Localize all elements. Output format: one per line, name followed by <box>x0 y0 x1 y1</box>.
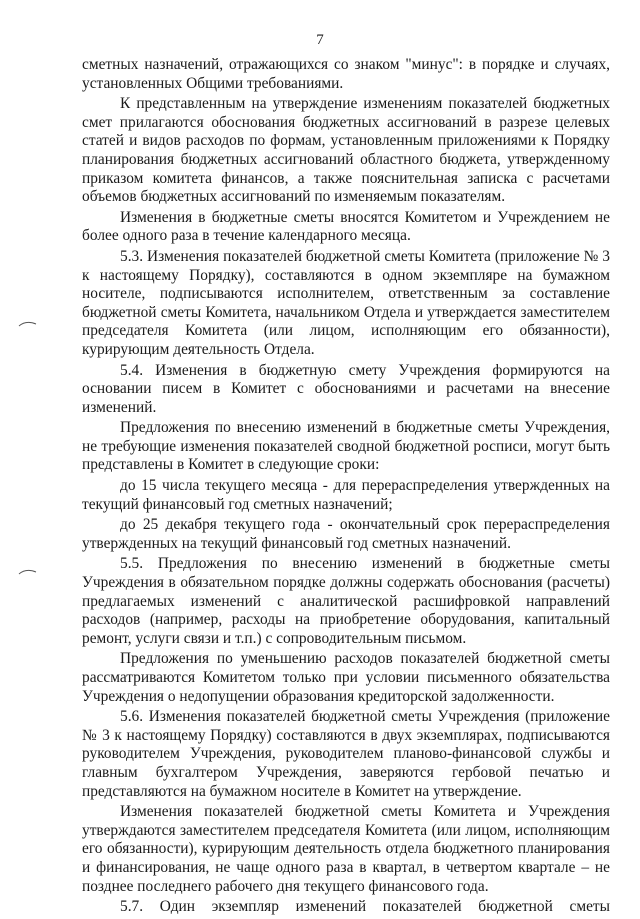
scan-margin-mark <box>18 566 38 576</box>
paragraph: 5.5. Предложения по внесению изменений в бюджетные сметы Учреждения в обязательном порядке должны содержать обоснования (расчеты) предлагаемых изменений с аналитической расшифровкой направлений расходов (например, расходы на приобретение оборудования, капитальный ремонт, услуги связи и т.п.) с сопроводительным письмом. <box>82 555 610 647</box>
paragraph: 5.3. Изменения показателей бюджетной сметы Комитета (приложение № 3 к настоящему Порядку), составляются в одном экземпляре на бумажном носителе, подписываются исполнителем, ответственным за составление бюджетной сметы Комитета, начальником Отдела и утверждается заместителем председателя Комитета (или лицом, исполняющим его обязанности), курирующим деятельность Отдела. <box>82 247 610 358</box>
paragraph: К представленным на утверждение изменениям показателей бюджетных смет прилагаются обоснования бюджетных ассигнований в разрезе целевых статей и видов расходов по формам, установленным приложениями к Порядку планирования бюджетных ассигнований областного бюджета, утвержденному приказом комитета финансов, а также пояснительная записка с расчетами объемов бюджетных ассигнований по изменяемым показателям. <box>82 95 610 206</box>
page-number: 7 <box>316 32 324 48</box>
paragraph: 5.7. Один экземпляр изменений показателей бюджетной сметы <box>120 898 610 916</box>
paragraph: до 25 декабря текущего года - окончательный срок перераспределения утвержденных на текущий финансовый год сметных назначений. <box>82 516 610 552</box>
paragraph: Предложения по уменьшению расходов показателей бюджетной сметы рассматриваются Комитетом только при условии письменного обязательства Учреждения о недопущении образования кредиторской задолженности. <box>82 650 610 705</box>
scan-margin-mark <box>18 318 38 328</box>
paragraph: 5.6. Изменения показателей бюджетной сметы Учреждения (приложение № 3 к настоящему Порядку) составляются в двух экземплярах, подписываются руководителем Учреждения, руководителем планово-финансовой службы и главным бухгалтером Учреждения, заверяются гербовой печатью и представляются на бумажном носителе в Комитет на утверждение. <box>82 708 610 800</box>
paragraph: до 15 числа текущего месяца - для перераспределения утвержденных на текущий финансовый год сметных назначений; <box>82 477 610 513</box>
paragraph: 5.4. Изменения в бюджетную смету Учреждения формируются на основании писем в Комитет с обоснованиями и расчетами на внесение изменений. <box>82 361 610 416</box>
paragraph: Изменения в бюджетные сметы вносятся Комитетом и Учреждением не более одного раза в течение календарного месяца. <box>82 208 610 245</box>
paragraph: сметных назначений, отражающихся со знаком "минус": в порядке и случаях, установленных Общими требованиями. <box>82 56 610 92</box>
paragraph: Предложения по внесению изменений в бюджетные сметы Учреждения, не требующие изменения показателей сводной бюджетной росписи, могут быть представлены в Комитет в следующие сроки: <box>82 419 610 474</box>
document-body <box>82 56 610 919</box>
paragraph: Изменения показателей бюджетной сметы Комитета и Учреждения утверждаются заместителем председателя Комитета (или лицом, исполняющим его обязанности), курирующим деятельность отдела бюджетного планирования и финансирования, не чаще одного раза в квартал, в четвертом квартале – не позднее последнего рабочего дня текущего финансового года. <box>82 803 610 895</box>
